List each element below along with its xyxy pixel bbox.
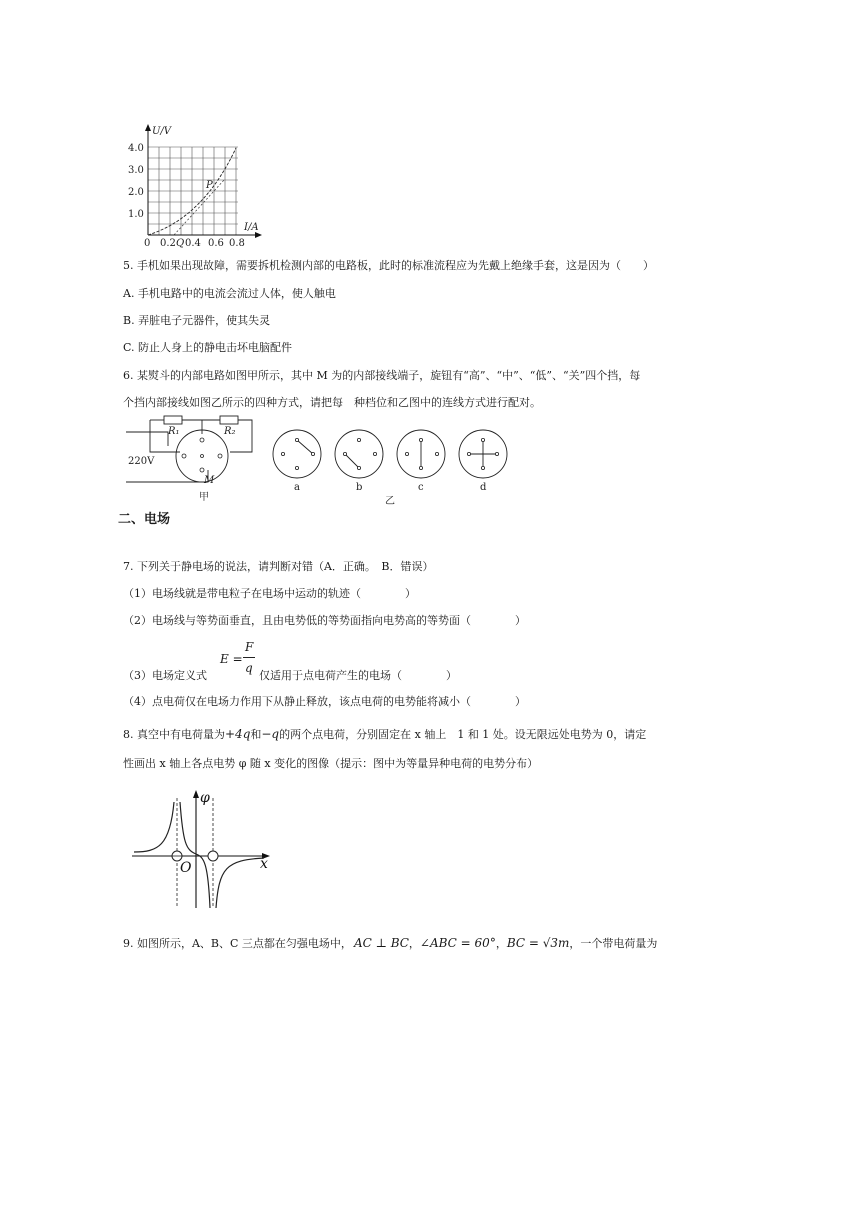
point-q-label: Q: [176, 238, 185, 248]
switch-figure-yi: [270, 424, 514, 508]
q7-item-1: （1）电场线就是带电粒子在电场中运动的轨迹（ ）: [123, 587, 416, 600]
y-axis-label: U/V: [152, 126, 172, 137]
q7-item-4: （4）点电荷仅在电场力作用下从静止释放，该点电荷的电势能将减小（ ）: [123, 695, 526, 708]
figure-yi-caption: 乙: [385, 496, 395, 507]
q7-item-3-prefix: （3）电场定义式: [123, 669, 207, 682]
q8-text-b: 和: [250, 728, 262, 741]
x-tick: 0.6: [208, 238, 224, 248]
q5-option-a: A. 手机电路中的电流会流过人体，使人触电: [123, 287, 336, 300]
potential-graph: [128, 788, 278, 912]
q8-minus-charge: −q: [261, 727, 280, 741]
q5-option-b: B. 弄脏电子元器件，使其失灵: [123, 314, 271, 327]
formula-numerator: F: [245, 640, 254, 654]
point-p-label: P: [206, 180, 213, 191]
x-tick: 0.4: [185, 238, 201, 248]
switch-label-a: a: [294, 482, 300, 493]
ui-graph: [128, 118, 268, 248]
y-tick: 3.0: [128, 165, 144, 176]
q8-text-a: 8. 真空中有电荷量为: [123, 728, 225, 741]
circuit-figure-jia: [124, 412, 260, 504]
q6-stem-line2: 个挡内部接线如图乙所示的四种方式，请把每 种档位和乙图中的连线方式进行配对。: [123, 396, 541, 409]
x-tick: 0.2: [160, 238, 176, 248]
q7-item-2: （2）电场线与等势面垂直，且由电势低的等势面指向电势高的等势面（ ）: [123, 614, 526, 627]
terminal-m-label: M: [204, 475, 215, 486]
q5-stem: 5. 手机如果出现故障，需要拆机检测内部的电路板，此时的标准流程应为先戴上绝缘手套，这是因为（ ）: [123, 259, 654, 272]
resistor-r2-label: R₂: [224, 426, 236, 437]
q9-text-b: ，一个带电荷量为: [569, 937, 658, 950]
q8-text-c: 的两个点电荷，分别固定在 x 轴上 1 和 1 处。设无限远处电势为 0，请定: [279, 728, 647, 741]
q8-plus-charge: +4q: [225, 727, 251, 741]
q6-stem-line1: 6. 某熨斗的内部电路如图甲所示，其中 M 为的内部接线端子，旋钮有“高”、“中”、“低”、“关”四个挡，每: [123, 369, 641, 382]
x-axis-label: I/A: [244, 222, 259, 233]
q7-stem: 7. 下列关于静电场的说法，请判断对错（A．正确。 B．错误）: [123, 560, 434, 573]
x-tick: 0.8: [229, 238, 245, 248]
figure-jia-caption: 甲: [199, 492, 209, 503]
q5-option-c: C. 防止人身上的静电击坏电脑配件: [123, 341, 293, 354]
q9-perpendicular: AC ⊥ BC: [353, 936, 409, 950]
q9-text-a: 9. 如图所示，A、B、C 三点都在匀强电场中，: [123, 937, 352, 950]
q9-angle: ∠ABC = 60°: [419, 936, 496, 950]
formula-denominator: q: [245, 661, 253, 675]
phi-axis-label: φ: [200, 790, 210, 806]
q8-line1: [123, 727, 646, 742]
x-axis-label: x: [260, 856, 268, 872]
switch-label-c: c: [418, 482, 424, 493]
resistor-r1-label: R₁: [168, 426, 180, 437]
formula-lhs: E =: [220, 652, 243, 666]
x-tick: 0: [144, 238, 151, 248]
q7-item-3-suffix: 仅适用于点电荷产生的电场（ ）: [259, 669, 457, 682]
q8-line2: 性画出 x 轴上各点电势 φ 随 x 变化的图像（提示：图中为等量异种电荷的电势分布）: [123, 757, 539, 770]
q9-length: BC = √3m: [506, 936, 570, 950]
voltage-label: 220V: [128, 456, 155, 467]
origin-label: O: [180, 860, 192, 876]
switch-label-d: d: [480, 482, 487, 493]
fraction-bar: [243, 657, 255, 658]
y-tick: 2.0: [128, 187, 144, 198]
section-title: 二、电场: [118, 512, 171, 527]
switch-label-b: b: [356, 482, 363, 493]
y-tick: 4.0: [128, 143, 144, 154]
y-tick: 1.0: [128, 209, 144, 220]
q9-line1: 9. 如图所示，A、B、C 三点都在匀强电场中， AC ⊥ BC，∠ABC = 60°，BC = √3m，一个带电荷量为: [123, 936, 658, 950]
